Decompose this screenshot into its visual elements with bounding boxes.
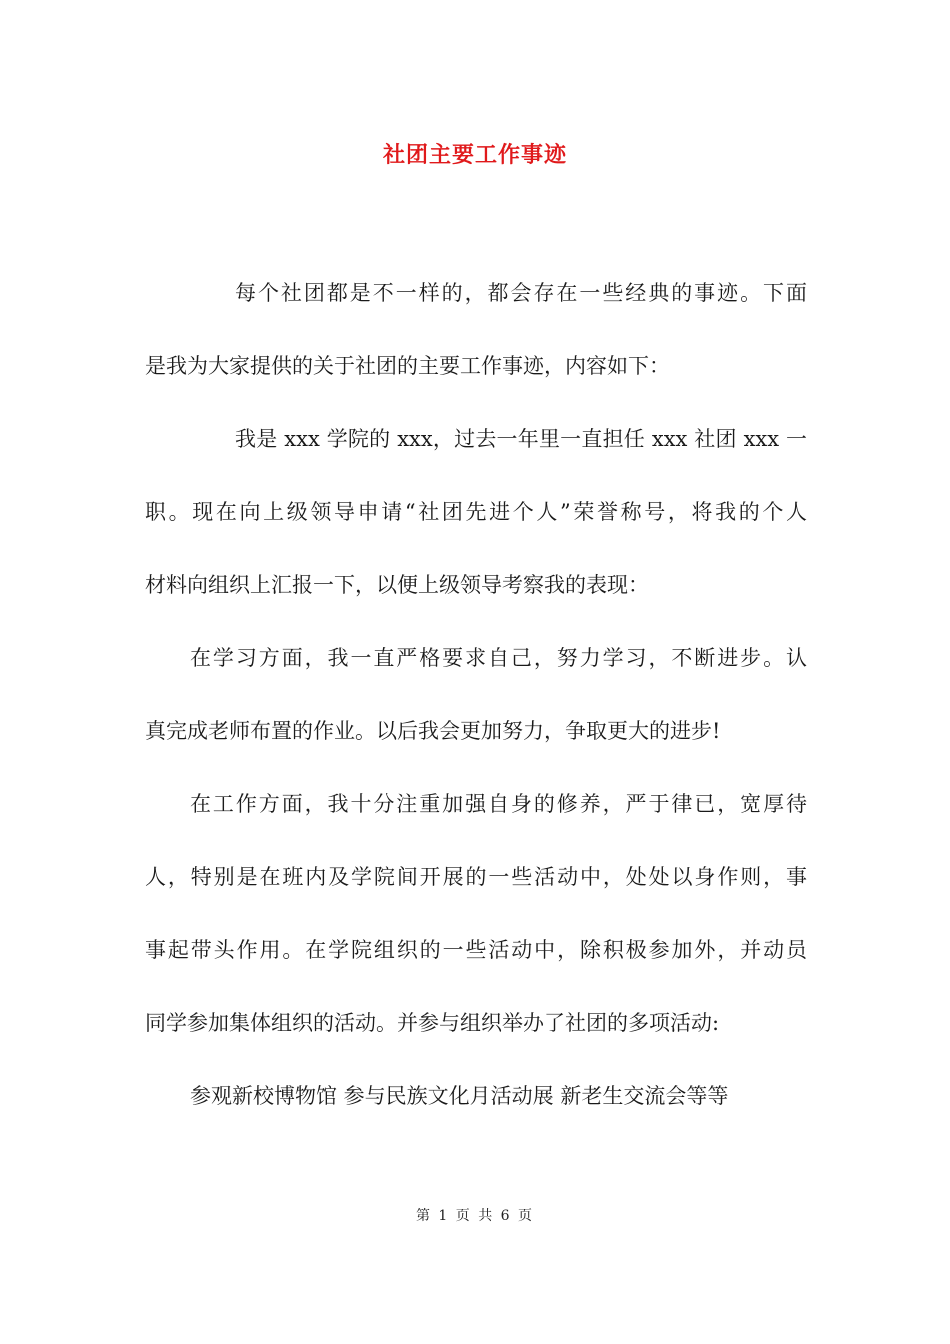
body-line: 人，特别是在班内及学院间开展的一些活动中，处处以身作则，事: [145, 865, 807, 889]
body-line: 真完成老师布置的作业。以后我会更加努力，争取更大的进步!: [145, 719, 721, 743]
document-body: [145, 257, 807, 1133]
body-line: 职。现在向上级领导申请“社团先进个人”荣誉称号，将我的个人: [145, 500, 807, 524]
page-footer: 第 1 页 共 6 页: [415, 1208, 535, 1224]
body-line: 我是 xxx 学院的 xxx，过去一年里一直担任 xxx 社团 xxx 一: [235, 427, 807, 451]
body-line: 在学习方面，我一直严格要求自己，努力学习，不断进步。认: [190, 646, 807, 670]
body-line: 每个社团都是不一样的，都会存在一些经典的事迹。下面: [235, 281, 807, 305]
body-line: 参观新校博物馆 参与民族文化月活动展 新老生交流会等等: [190, 1084, 729, 1108]
body-line: 同学参加集体组织的活动。并参与组织举办了社团的多项活动:: [145, 1011, 720, 1035]
body-line: 是我为大家提供的关于社团的主要工作事迹，内容如下：: [145, 354, 670, 378]
body-line: 事起带头作用。在学院组织的一些活动中，除积极参加外，并动员: [145, 938, 807, 962]
body-line: 材料向组织上汇报一下，以便上级领导考察我的表现：: [145, 573, 649, 597]
document-title: 社团主要工作事迹: [382, 142, 567, 168]
body-line: 在工作方面，我十分注重加强自身的修养，严于律已，宽厚待: [190, 792, 807, 816]
